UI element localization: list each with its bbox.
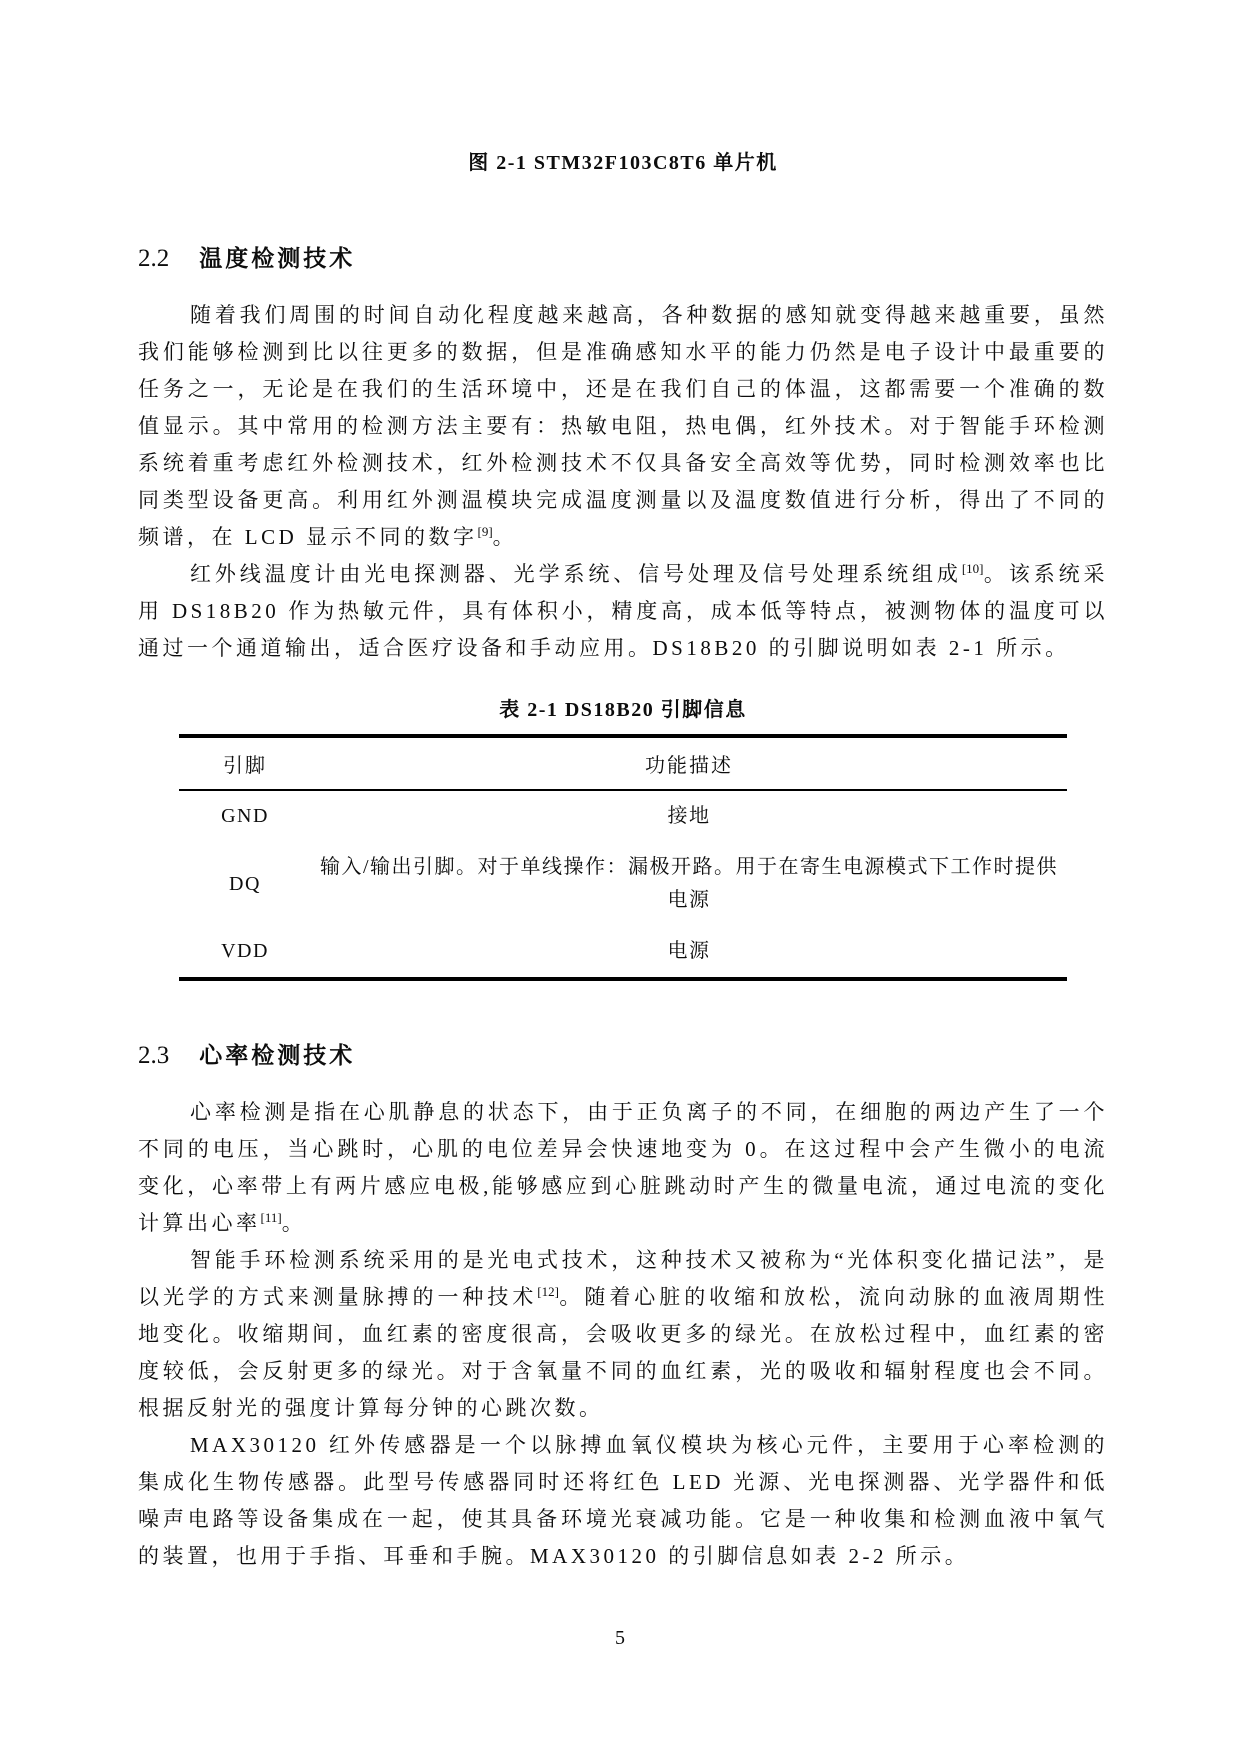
section-title: 心率检测技术 (199, 1042, 356, 1068)
section-body (138, 297, 1108, 667)
section-heading (138, 1037, 1108, 1070)
table-row (179, 926, 1067, 979)
pin-name-cell: DQ (229, 872, 261, 895)
table-header-cell: 功能描述 (311, 736, 1067, 790)
paragraph: MAX30120 红外传感器是一个以脉搏血氧仪模块为核心元件，主要用于心率检测的集成化生物传感器。此型号传感器同时还将红色 LED 光源、光电探测器、光学器件和低噪声电路等设备集成在一起，使其具备环境光衰减功能。它是一种收集和检测血液中氧气的装置，也用于手指、耳垂和手腕。MAX30120 的引脚信息如表 2-2 所示。 (138, 1433, 1108, 1568)
pin-table (179, 734, 1067, 981)
pin-table-block (138, 693, 1108, 981)
citation-ref: [11] (260, 1210, 282, 1225)
paragraph: 红外线温度计由光电探测器、光学系统、信号处理及信号处理系统组成[10]。该系统采用 DS18B20 作为热敏元件，具有体积小，精度高，成本低等特点，被测物体的温度可以通过一个通道输出，适合医疗设备和手动应用。DS18B20 的引脚说明如表 2-1 所示。 (138, 561, 1109, 660)
paragraph: 心率检测是指在心肌静息的状态下，由于正负离子的不同，在细胞的两边产生了一个不同的电压，当心跳时，心肌的电位差异会快速地变为 0。在这过程中会产生微小的电流变化，心率带上有两片感应电极,能够感应到心脏跳动时产生的微量电流，通过电流的变化计算出心率[11]。 (138, 1100, 1108, 1235)
citation-ref: [9] (477, 524, 493, 539)
section-temperature-detection (138, 240, 1108, 667)
pin-name-cell: GND (221, 805, 269, 827)
pin-description-cell: 接地 (667, 805, 711, 827)
page-number: 5 (615, 1627, 625, 1649)
section-number: 2.2 (138, 245, 170, 272)
table-row (179, 790, 1067, 842)
table-caption: 表 2-1 DS18B20 引脚信息 (499, 699, 747, 721)
table-header-cell: 引脚 (179, 736, 311, 790)
section-body (138, 1094, 1108, 1575)
pin-description-cell: 电源 (667, 940, 711, 962)
citation-ref: [12] (537, 1284, 559, 1299)
table-header-row (179, 736, 1067, 790)
table-body (179, 790, 1067, 979)
paragraph: 随着我们周围的时间自动化程度越来越高，各种数据的感知就变得越来越重要，虽然我们能够检测到比以往更多的数据，但是准确感知水平的能力仍然是电子设计中最重要的任务之一，无论是在我们的生活环境中，还是在我们自己的体温，这都需要一个准确的数值显示。其中常用的检测方法主要有：热敏电阻，热电偶，红外技术。对于智能手环检测系统着重考虑红外检测技术，红外检测技术不仅具备安全高效等优势，同时检测效率也比同类型设备更高。利用红外测温模块完成温度测量以及温度数值进行分析，得出了不同的频谱，在 LCD 显示不同的数字[9]。 (138, 303, 1108, 549)
section-number: 2.3 (138, 1042, 170, 1069)
pin-description-cell: 输入/输出引脚。对于单线操作：漏极开路。用于在寄生电源模式下工作时提供电源 (319, 856, 1059, 911)
citation-ref: [10] (961, 561, 984, 576)
table-row (179, 842, 1067, 926)
pin-name-cell: VDD (221, 940, 269, 962)
figure-caption: 图 2-1 STM32F103C8T6 单片机 (468, 152, 778, 174)
paragraph: 智能手环检测系统采用的是光电式技术，这种技术又被称为“光体积变化描记法”，是以光学的方式来测量脉搏的一种技术[12]。随着心脏的收缩和放松，流向动脉的血液周期性地变化。收缩期间，血红素的密度很高，会吸收更多的绿光。在放松过程中，血红素的密度较低，会反射更多的绿光。对于含氧量不同的血红素，光的吸收和辐射程度也会不同。根据反射光的强度计算每分钟的心跳次数。 (138, 1248, 1108, 1420)
section-heart-rate-detection (138, 1037, 1108, 1575)
section-heading (138, 240, 1108, 273)
section-title: 温度检测技术 (199, 245, 356, 271)
